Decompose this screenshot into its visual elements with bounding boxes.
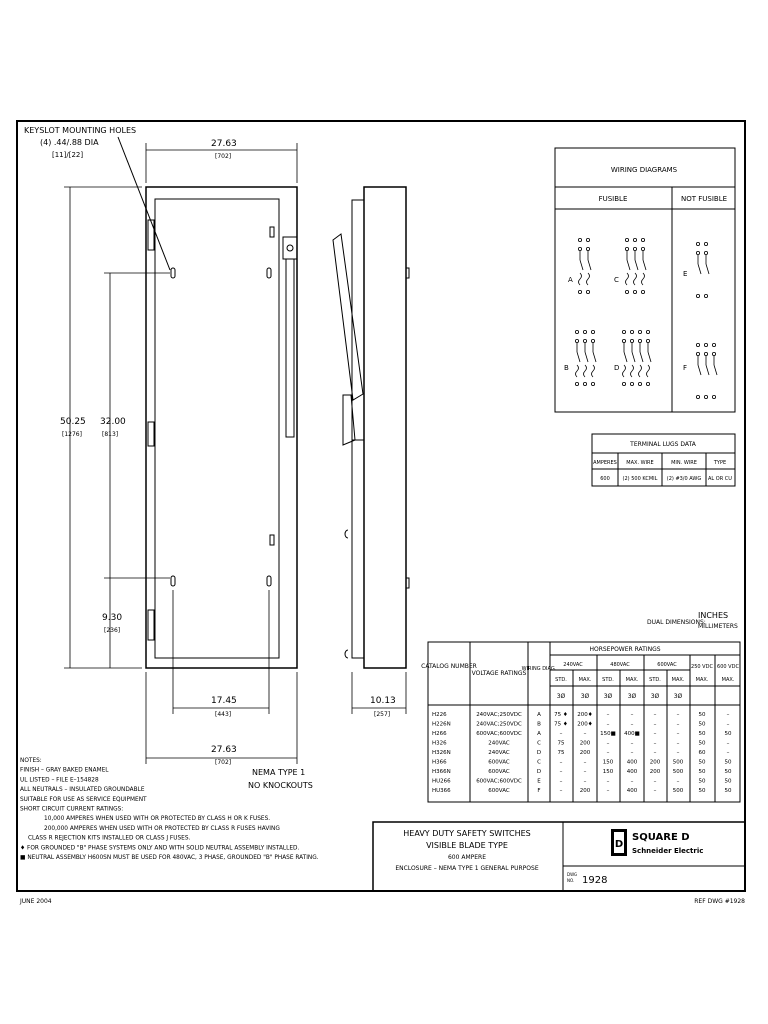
dim-inner-width: 17.45 — [211, 696, 237, 706]
terminal-icon — [578, 238, 581, 241]
lugs-min-wire: (2) #3/0 AWG — [666, 476, 702, 482]
no-knockouts: NO KNOCKOUTS — [248, 781, 313, 790]
terminal-icon — [622, 339, 625, 342]
note-line: UL LISTED – FILE E–154828 — [20, 777, 99, 784]
title-line2: VISIBLE BLADE TYPE — [426, 841, 508, 850]
hp-cell: 400 — [626, 788, 638, 794]
svg-text:D: D — [614, 839, 624, 850]
hp-cell: – — [606, 778, 610, 785]
dim-top-width-mm: [702] — [215, 153, 232, 160]
terminal-icon — [622, 382, 625, 385]
terminal-icon — [646, 339, 649, 342]
fuse-icon — [579, 273, 582, 285]
dual-dimensions-label: DUAL DIMENSIONS: — [647, 619, 706, 626]
note-line: ■ NEUTRAL ASSEMBLY H600SN MUST BE USED FOR 480VAC, 3 PHASE, GROUNDED "B" PHASE RATING. — [20, 855, 319, 861]
terminal-icon — [578, 247, 581, 250]
hp-cell: – — [726, 721, 730, 728]
hp-cell: – — [606, 788, 610, 794]
terminal-icon — [696, 343, 699, 346]
hp-sub-header: MAX. — [671, 677, 685, 683]
terminal-icon — [586, 247, 589, 250]
title-line1: HEAVY DUTY SAFETY SWITCHES — [403, 829, 531, 838]
hp-cell: – — [653, 778, 657, 785]
dim-depth: 10.13 — [370, 696, 396, 706]
dim-lower: 9.30 — [102, 613, 123, 623]
footer-date: JUNE 2004 — [20, 898, 52, 905]
terminal-icon — [704, 251, 707, 254]
dim-height-mm: [1276] — [62, 431, 82, 438]
terminal-icon — [646, 382, 649, 385]
hp-cell: 200 — [579, 750, 591, 756]
lugs-amperes: 600 — [600, 476, 610, 482]
terminal-icon — [638, 330, 641, 333]
hp-cell: H226 — [432, 712, 447, 718]
fuse-icon — [631, 365, 634, 377]
hp-cell: – — [653, 731, 657, 737]
hp-table-row — [432, 731, 732, 737]
switch-blade-icon — [632, 352, 635, 362]
hp-cell: – — [676, 750, 680, 756]
wiring-title: WIRING DIAGRAMS — [610, 166, 678, 174]
hp-catalog-header: CATALOG NUMBER — [421, 663, 477, 670]
hp-cell: 400■ — [624, 731, 640, 737]
hp-cell: – — [583, 759, 587, 766]
hp-phase-header: 3Ø — [673, 693, 683, 700]
lugs-h-min: MIN. WIRE — [671, 460, 697, 466]
maker-name: Schneider Electric — [632, 847, 704, 855]
hp-group-header: 600VAC — [657, 662, 677, 668]
hp-cell: – — [583, 731, 587, 737]
hp-cell: 50 — [724, 769, 732, 775]
hp-phase-header: 3Ø — [650, 693, 660, 700]
hp-cell: 75 ♦ — [554, 721, 568, 728]
hp-table-row — [432, 741, 730, 747]
terminal-icon — [583, 330, 586, 333]
hp-cell: – — [559, 788, 563, 794]
hp-cell: 240VAC;250VDC — [476, 721, 522, 728]
hp-cell: 50 — [698, 759, 706, 766]
hp-cell: 600VAC — [488, 769, 510, 775]
terminal-icon — [696, 352, 699, 355]
hp-table-row — [432, 788, 732, 794]
callout-line2: (4) .44/.88 DIA — [40, 138, 99, 147]
hp-cell: – — [630, 740, 634, 747]
hp-table-row — [432, 750, 730, 756]
hp-cell: B — [537, 721, 541, 728]
hp-cell: C — [537, 759, 541, 766]
fuse-icon — [639, 365, 642, 377]
hp-cell: – — [559, 778, 563, 785]
hp-cell: – — [653, 712, 657, 718]
hp-table-row — [432, 712, 730, 718]
hp-cell: 75 — [557, 740, 565, 747]
terminal-icon — [633, 238, 636, 241]
hp-cell: HU266 — [432, 778, 451, 785]
hp-cell: 150 — [602, 769, 614, 775]
hp-sub-header: MAX. — [625, 677, 639, 683]
hp-cell: – — [630, 712, 634, 718]
hp-cell: – — [583, 769, 587, 775]
hp-voltage-header: VOLTAGE RATINGS — [471, 670, 527, 677]
diag-label-d: D — [614, 364, 620, 372]
hp-cell: – — [606, 750, 610, 756]
terminal-icon — [712, 343, 715, 346]
switch-blade-icon — [714, 365, 717, 375]
dim-depth-mm: [257] — [374, 711, 391, 718]
fuse-icon — [647, 365, 650, 377]
terminal-icon — [696, 251, 699, 254]
hp-table-row — [432, 760, 732, 766]
hp-table-row — [432, 779, 732, 785]
brand-name: SQUARE D — [632, 832, 690, 843]
fuse-icon — [587, 273, 590, 285]
hp-cell: D — [536, 769, 542, 775]
terminal-icon — [696, 395, 699, 398]
dim-bottom-width-mm: [702] — [215, 759, 232, 766]
terminal-icon — [712, 395, 715, 398]
terminal-icon — [583, 382, 586, 385]
horsepower-table — [421, 642, 740, 802]
fuse-icon — [623, 365, 626, 377]
hp-cell: 50 — [724, 759, 732, 766]
diag-label-f: F — [683, 364, 688, 372]
dim-inner-height: 32.00 — [100, 417, 126, 427]
terminal-icon — [622, 330, 625, 333]
hp-cell: 150■ — [600, 731, 616, 737]
hp-cell: – — [676, 740, 680, 747]
hp-cell: – — [726, 740, 730, 747]
fuse-icon — [576, 365, 579, 377]
terminal-icon — [630, 339, 633, 342]
hp-phase-header: 3Ø — [627, 693, 637, 700]
hp-cell: 600VAC;600VDC — [476, 778, 522, 785]
switch-blade-icon — [593, 352, 596, 362]
terminal-icon — [630, 330, 633, 333]
switch-blade-icon — [640, 352, 643, 362]
switch-blade-icon — [627, 260, 630, 270]
hp-cell: 50 — [698, 788, 706, 794]
switch-blade-icon — [698, 264, 701, 274]
hp-cell: – — [559, 759, 563, 766]
hp-cell: 50 — [698, 769, 706, 775]
hp-cell: H366 — [432, 759, 447, 766]
hp-cell: A — [537, 712, 541, 718]
switch-blade-icon — [706, 365, 709, 375]
hp-cell: 50 — [698, 740, 706, 747]
terminal-icon — [591, 382, 594, 385]
dim-inner-height-mm: [813] — [102, 431, 119, 438]
dual-unit-inches: INCHES — [698, 611, 729, 620]
hp-cell: 50 — [724, 731, 732, 737]
hp-sub-header: STD. — [649, 677, 661, 683]
hp-cell: 240VAC;250VDC — [476, 712, 522, 718]
lugs-title: TERMINAL LUGS DATA — [630, 441, 696, 448]
title-block — [373, 822, 745, 891]
hp-cell: – — [653, 788, 657, 794]
diag-label-a: A — [568, 276, 573, 284]
not-fusible-label: NOT FUSIBLE — [680, 195, 728, 203]
hp-cell: – — [676, 712, 680, 718]
fuse-icon — [626, 273, 629, 285]
fuse-icon — [584, 365, 587, 377]
hp-wiring-header: WIRING DIAG. — [521, 666, 557, 672]
hp-cell: – — [676, 778, 680, 785]
sheet-border — [17, 121, 745, 891]
hp-cell: 200♦ — [577, 712, 593, 718]
terminal-icon — [625, 290, 628, 293]
nema-type: NEMA TYPE 1 — [252, 768, 306, 777]
lugs-max-wire: (2) 500 KCMIL — [622, 476, 658, 482]
switch-blade-icon — [580, 260, 583, 270]
switch-blade-icon — [588, 260, 591, 270]
terminal-icon — [591, 339, 594, 342]
hp-sub-header: MAX. — [721, 677, 735, 683]
switch-blade-icon — [698, 365, 701, 375]
hp-cell: – — [606, 740, 610, 747]
diag-label-e: E — [683, 270, 688, 278]
hp-phase-header: 3Ø — [580, 693, 590, 700]
terminal-icon — [575, 382, 578, 385]
terminal-icon — [583, 339, 586, 342]
terminal-icon — [641, 290, 644, 293]
hp-group-header: 240VAC — [563, 662, 583, 668]
hp-cell: – — [653, 750, 657, 756]
hp-cell: 200 — [649, 759, 661, 766]
note-line: SUITABLE FOR USE AS SERVICE EQUIPMENT — [20, 796, 147, 803]
hp-cell: D — [536, 750, 542, 756]
note-line: SHORT CIRCUIT CURRENT RATINGS: — [20, 806, 124, 813]
terminal-icon — [696, 242, 699, 245]
dual-unit-mm: MILLIMETERS — [698, 623, 738, 630]
hp-cell: 50 — [698, 731, 706, 737]
callout-line1: KEYSLOT MOUNTING HOLES — [24, 126, 137, 135]
hp-cell: A — [537, 731, 541, 737]
note-line: CLASS R REJECTION KITS INSTALLED OR CLASS J FUSES. — [28, 835, 191, 842]
dim-lower-mm: [236] — [104, 627, 121, 634]
switch-blade-icon — [624, 352, 627, 362]
terminal-icon — [625, 247, 628, 250]
hp-cell: E — [537, 778, 541, 785]
terminal-icon — [578, 290, 581, 293]
hp-cell: 500 — [672, 769, 684, 775]
hp-cell: 600VAC;600VDC — [476, 731, 522, 737]
title-line3: 600 AMPERE — [447, 854, 487, 861]
diag-label-b: B — [564, 364, 569, 372]
hp-cell: – — [630, 750, 634, 756]
hp-cell: – — [653, 721, 657, 728]
terminal-icon — [704, 343, 707, 346]
front-dimensions — [64, 143, 297, 764]
hp-cell: 200 — [649, 769, 661, 775]
hp-sub-header: MAX. — [578, 677, 592, 683]
hp-cell: 400 — [626, 769, 638, 775]
dwg-number: 1928 — [582, 875, 608, 886]
note-line: NOTES: — [20, 758, 42, 764]
fuse-icon — [642, 273, 645, 285]
hp-cell: 200♦ — [577, 721, 593, 728]
terminal-icon — [704, 352, 707, 355]
hp-cell: – — [653, 740, 657, 747]
hp-cell: – — [726, 750, 730, 756]
lugs-h-type: TYPE — [713, 460, 727, 466]
hp-table-row — [432, 769, 732, 775]
lugs-h-amperes: AMPERES — [593, 460, 617, 466]
terminal-icon — [641, 247, 644, 250]
terminal-icon — [591, 330, 594, 333]
dim-inner-width-mm: [443] — [215, 711, 232, 718]
terminal-icon — [704, 294, 707, 297]
hp-cell: – — [559, 731, 563, 737]
hp-table-row — [432, 722, 730, 728]
hp-cell: F — [537, 788, 541, 794]
note-line: FINISH – GRAY BAKED ENAMEL — [20, 767, 109, 774]
terminal-icon — [638, 339, 641, 342]
hp-cell: 200 — [579, 788, 591, 794]
hp-cell: – — [583, 778, 587, 785]
hp-cell: – — [606, 712, 610, 718]
hp-title: HORSEPOWER RATINGS — [589, 646, 661, 653]
diag-label-c: C — [614, 276, 619, 284]
dim-top-width: 27.63 — [211, 139, 237, 149]
hp-cell: 50 — [724, 788, 732, 794]
hp-cell: – — [726, 712, 730, 718]
hp-cell: – — [630, 721, 634, 728]
fuse-icon — [634, 273, 637, 285]
hp-cell: H326 — [432, 740, 447, 747]
terminal-icon — [641, 238, 644, 241]
callout-line3: [11]/[22] — [52, 151, 84, 159]
hp-cell: 500 — [672, 788, 684, 794]
terminal-icon — [633, 290, 636, 293]
note-line: ALL NEUTRALS – INSULATED GROUNDABLE — [20, 787, 145, 794]
hp-phase-header: 3Ø — [556, 693, 566, 700]
switch-blade-icon — [577, 352, 580, 362]
hp-cell: C — [537, 740, 541, 747]
terminal-icon — [575, 330, 578, 333]
switch-blade-icon — [706, 264, 709, 274]
footer-ref: REF DWG #1928 — [694, 898, 745, 905]
dim-height: 50.25 — [60, 417, 86, 427]
hp-cell: 50 — [698, 778, 706, 785]
hp-cell: – — [676, 731, 680, 737]
hp-cell: 600VAC — [488, 788, 510, 794]
hp-cell: – — [606, 721, 610, 728]
hp-cell: – — [630, 778, 634, 785]
hp-phase-header: 3Ø — [603, 693, 613, 700]
note-line: 200,000 AMPERES WHEN USED WITH OR PROTECTED BY CLASS R FUSES HAVING — [44, 825, 280, 832]
hp-cell: 50 — [698, 712, 706, 718]
svg-text:NO.: NO. — [567, 878, 575, 883]
side-view — [333, 187, 409, 714]
hp-cell: H366N — [432, 769, 451, 775]
hp-cell: 150 — [602, 759, 614, 766]
hp-cell: H326N — [432, 750, 451, 756]
switch-blade-icon — [585, 352, 588, 362]
terminal-icon — [586, 290, 589, 293]
terminal-icon — [712, 352, 715, 355]
terminal-icon — [630, 382, 633, 385]
hp-cell: 500 — [672, 759, 684, 766]
lugs-type: AL OR CU — [708, 476, 732, 482]
fuse-icon — [592, 365, 595, 377]
terminal-icon — [696, 294, 699, 297]
terminal-icon — [638, 382, 641, 385]
hp-cell: 400 — [626, 759, 638, 766]
hp-group-header: 250 VDC — [691, 664, 713, 670]
hp-group-header: 480VAC — [610, 662, 630, 668]
hp-cell: 600VAC — [488, 759, 510, 766]
hp-sub-header: STD. — [602, 677, 614, 683]
hp-cell: – — [676, 721, 680, 728]
hp-cell: 50 — [724, 778, 732, 785]
note-line: ♦ FOR GROUNDED "B" PHASE SYSTEMS ONLY AND WITH SOLID NEUTRAL ASSEMBLY INSTALLED. — [20, 845, 300, 852]
terminal-lugs-table — [592, 434, 735, 486]
terminal-icon — [575, 339, 578, 342]
terminal-icon — [704, 242, 707, 245]
lugs-h-max: MAX. WIRE — [626, 460, 654, 466]
title-line4: ENCLOSURE – NEMA TYPE 1 GENERAL PURPOSE — [395, 865, 539, 872]
wiring-diagrams-box — [555, 148, 735, 412]
terminal-icon — [586, 238, 589, 241]
hp-sub-header: MAX. — [695, 677, 709, 683]
switch-blade-icon — [643, 260, 646, 270]
dwg-label: DWG — [567, 872, 578, 877]
hp-cell: 240VAC — [488, 750, 510, 756]
note-line: 10,000 AMPERES WHEN USED WITH OR PROTECTED BY CLASS H OR K FUSES. — [44, 816, 271, 823]
dim-bottom-width: 27.63 — [211, 745, 237, 755]
terminal-icon — [646, 330, 649, 333]
hp-cell: 75 ♦ — [554, 712, 568, 718]
hp-cell: H266 — [432, 731, 447, 737]
terminal-icon — [625, 238, 628, 241]
hp-cell: HU366 — [432, 788, 451, 794]
hp-cell: 240VAC — [488, 740, 510, 747]
hp-cell: 50 — [698, 721, 706, 728]
hp-cell: H226N — [432, 721, 451, 728]
terminal-icon — [704, 395, 707, 398]
switch-blade-icon — [648, 352, 651, 362]
front-view — [118, 137, 297, 668]
fusible-label: FUSIBLE — [598, 195, 628, 203]
hp-sub-header: STD. — [555, 677, 567, 683]
hp-cell: 60 — [698, 750, 706, 756]
hp-group-header: 600 VDC — [717, 664, 739, 670]
hp-cell: 200 — [579, 740, 591, 747]
switch-blade-icon — [635, 260, 638, 270]
terminal-icon — [633, 247, 636, 250]
hp-cell: 75 — [557, 750, 565, 756]
hp-cell: – — [559, 769, 563, 775]
